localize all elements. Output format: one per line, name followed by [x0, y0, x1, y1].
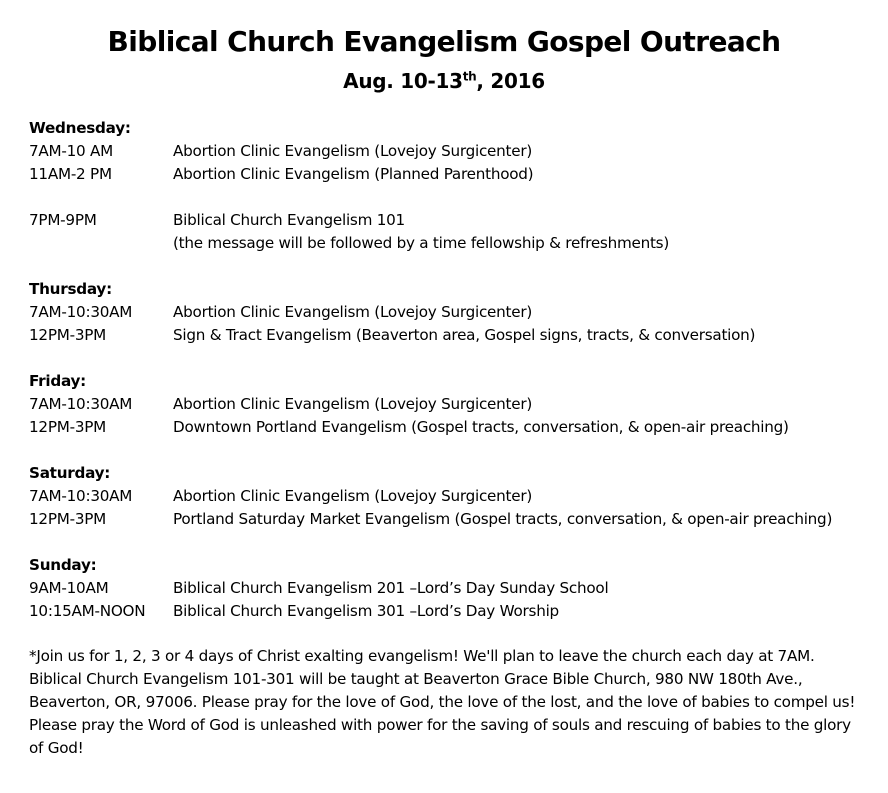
event-time: 10:15AM-NOON [29, 602, 146, 620]
schedule [29, 117, 879, 646]
schedule-row [29, 163, 879, 186]
event-time [29, 232, 173, 255]
event-time: 7AM-10:30AM [29, 395, 133, 413]
event-time: 7AM-10:30AM [29, 303, 133, 321]
event-description: Portland Saturday Market Evangelism (Gospel tracts, conversation, & open-air preaching) [173, 510, 833, 528]
event-description: Biblical Church Evangelism 101 [173, 211, 405, 229]
event-description: Biblical Church Evangelism 301 –Lord’s Day Worship [173, 602, 559, 620]
closing-note: *Join us for 1, 2, 3 or 4 days of Christ exalting evangelism! We'll plan to leave the church each day at 7AM. Biblical Church Evangelism 101-301 will be taught at Beaverton Grace Bible Church, 980 NW 180th Ave., Beaverton, OR, 97006. Please pray for the love of God, the love of the lost, and the love of babies to compel us! Please pray the Word of God is unleashed with power for the saving of souls and rescuing of babies to the glory of God! [29, 647, 856, 757]
event-description: Downtown Portland Evangelism (Gospel tracts, conversation, & open-air preaching) [173, 418, 789, 436]
date-ordinal-suffix: th [462, 69, 477, 84]
event-time: 7AM-10 AM [29, 142, 114, 160]
schedule-row [29, 577, 879, 600]
day-label: Wednesday: [29, 119, 131, 137]
event-description: Abortion Clinic Evangelism (Lovejoy Surgicenter) [173, 487, 532, 505]
event-description: (the message will be followed by a time fellowship & refreshments) [173, 234, 670, 252]
day-block-wednesday [29, 117, 879, 255]
schedule-row [29, 209, 879, 232]
schedule-row [29, 324, 879, 347]
event-description: Abortion Clinic Evangelism (Lovejoy Surgicenter) [173, 142, 532, 160]
day-block-thursday [29, 278, 879, 347]
event-description: Sign & Tract Evangelism (Beaverton area, Gospel signs, tracts, & conversation) [173, 326, 756, 344]
schedule-row [29, 508, 879, 531]
day-label: Thursday: [29, 280, 112, 298]
schedule-row [29, 232, 879, 255]
schedule-row [29, 600, 879, 623]
event-description: Abortion Clinic Evangelism (Planned Parenthood) [173, 165, 534, 183]
event-time: 12PM-3PM [29, 510, 106, 528]
day-block-saturday [29, 462, 879, 531]
schedule-row [29, 140, 879, 163]
day-label: Sunday: [29, 556, 97, 574]
schedule-row [29, 393, 879, 416]
event-time: 11AM-2 PM [29, 165, 112, 183]
schedule-row [29, 301, 879, 324]
document-date [0, 68, 888, 94]
event-description: Abortion Clinic Evangelism (Lovejoy Surgicenter) [173, 303, 532, 321]
day-label: Saturday: [29, 464, 111, 482]
event-time: 7PM-9PM [29, 211, 97, 229]
event-time: 12PM-3PM [29, 326, 106, 344]
schedule-row [29, 485, 879, 508]
day-block-sunday [29, 554, 879, 623]
date-prefix: Aug. 10-13 [343, 69, 463, 93]
document-title: Biblical Church Evangelism Gospel Outreach [107, 25, 781, 58]
schedule-row [29, 416, 879, 439]
day-block-friday [29, 370, 879, 439]
event-time: 7AM-10:30AM [29, 487, 133, 505]
event-time: 12PM-3PM [29, 418, 106, 436]
event-time: 9AM-10AM [29, 579, 109, 597]
day-label: Friday: [29, 372, 86, 390]
event-description: Biblical Church Evangelism 201 –Lord’s Day Sunday School [173, 579, 609, 597]
event-description: Abortion Clinic Evangelism (Lovejoy Surgicenter) [173, 395, 532, 413]
date-year: , 2016 [476, 69, 545, 93]
